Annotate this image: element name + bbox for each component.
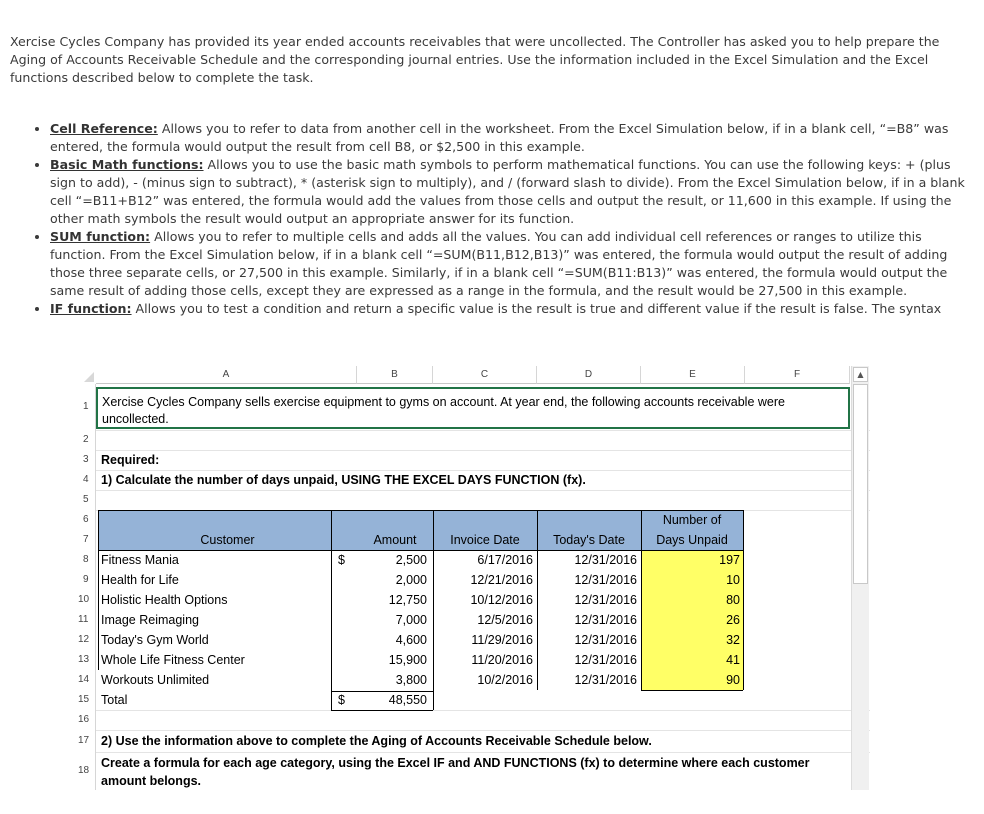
total-label[interactable]: Total xyxy=(101,693,128,707)
vertical-scrollbar[interactable] xyxy=(851,366,869,790)
list-item xyxy=(50,156,975,228)
row-header[interactable]: 1 xyxy=(72,384,96,430)
term-label: Cell Reference: xyxy=(50,121,158,136)
row-header[interactable]: 13 xyxy=(72,650,96,670)
border-line xyxy=(743,510,744,690)
currency-symbol: $ xyxy=(338,553,345,567)
function-list xyxy=(30,120,975,318)
cell-a17[interactable]: 2) Use the information above to complete the Aging of Accounts Receivable Schedule below. xyxy=(101,734,652,748)
gridline xyxy=(96,710,870,711)
term-description: Allows you to use the basic math symbols to perform mathematical functions. You can use the following keys: + (plus sign to add), - (minus sign to subtract), * (asterisk sign to multiply), and / (forward slash to divide). From the Excel Simulation below, if in a blank cell “=B11+B12” was entered, the formula would add the values from those cells and output the result, or 11,600 in this example. If using the other math symbols the result would output an appropriate answer for its function. xyxy=(50,157,965,226)
days-unpaid-cell[interactable]: 41 xyxy=(726,653,740,667)
cell-a18[interactable]: Create a formula for each age category, using the Excel IF and AND FUNCTIONS (fx) to determine where each customer amount belongs. xyxy=(101,756,810,788)
gridline xyxy=(96,430,870,431)
row-header[interactable]: 18 xyxy=(72,752,96,790)
border-line xyxy=(641,690,743,691)
row-header[interactable]: 16 xyxy=(72,710,96,730)
amount-cell[interactable]: 15,900 xyxy=(388,653,427,667)
column-header-c[interactable]: C xyxy=(433,366,537,384)
amount-cell[interactable]: 12,750 xyxy=(388,593,427,607)
row-header[interactable]: 9 xyxy=(72,570,96,590)
todays-date-cell[interactable]: 12/31/2016 xyxy=(574,613,637,627)
customer-cell[interactable]: Whole Life Fitness Center xyxy=(101,653,245,667)
column-header-a[interactable]: A xyxy=(96,366,357,384)
column-header-b[interactable]: B xyxy=(357,366,433,384)
header-customer[interactable]: Customer xyxy=(200,533,255,547)
amount-cell[interactable]: 7,000 xyxy=(395,613,427,627)
customer-cell[interactable]: Health for Life xyxy=(101,573,179,587)
header-amount[interactable]: Amount xyxy=(373,533,417,547)
header-todays-date[interactable]: Today's Date xyxy=(553,533,625,547)
row-header[interactable]: 7 xyxy=(72,530,96,550)
days-unpaid-cell[interactable]: 32 xyxy=(726,633,740,647)
column-header-e[interactable]: E xyxy=(641,366,745,384)
column-header-d[interactable]: D xyxy=(537,366,641,384)
row-header[interactable]: 4 xyxy=(72,470,96,490)
scroll-thumb[interactable] xyxy=(853,384,868,584)
term-label: SUM function: xyxy=(50,229,151,244)
invoice-date-cell[interactable]: 12/21/2016 xyxy=(470,573,533,587)
total-amount[interactable]: 48,550 xyxy=(388,693,427,707)
todays-date-cell[interactable]: 12/31/2016 xyxy=(574,553,637,567)
cell-a3[interactable]: Required: xyxy=(101,453,160,467)
customer-cell[interactable]: Holistic Health Options xyxy=(101,593,228,607)
row-header[interactable]: 11 xyxy=(72,610,96,630)
todays-date-cell[interactable]: 12/31/2016 xyxy=(574,593,637,607)
days-unpaid-cell[interactable]: 26 xyxy=(726,613,740,627)
row-header[interactable]: 8 xyxy=(72,550,96,570)
list-item xyxy=(50,228,975,300)
list-item xyxy=(50,300,975,318)
term-description: Allows you to refer to data from another cell in the worksheet. From the Excel Simulation below, if in a blank cell, “=B8” was entered, the formula would output the result from cell B8, or $2,500 in this example. xyxy=(50,121,949,154)
todays-date-cell[interactable]: 12/31/2016 xyxy=(574,633,637,647)
todays-date-cell[interactable]: 12/31/2016 xyxy=(574,653,637,667)
customer-cell[interactable]: Image Reimaging xyxy=(101,613,199,627)
term-label: IF function: xyxy=(50,301,132,316)
border-line xyxy=(331,710,433,711)
invoice-date-cell[interactable]: 6/17/2016 xyxy=(477,553,533,567)
cell-a1[interactable]: Xercise Cycles Company sells exercise equipment to gyms on account. At year end, the following accounts receivable were uncollected. xyxy=(96,387,850,429)
row-header[interactable]: 12 xyxy=(72,630,96,650)
days-unpaid-cell[interactable]: 10 xyxy=(726,573,740,587)
days-unpaid-cell[interactable]: 197 xyxy=(719,553,740,567)
todays-date-cell[interactable]: 12/31/2016 xyxy=(574,673,637,687)
amount-cell[interactable]: 4,600 xyxy=(395,633,427,647)
invoice-date-cell[interactable]: 10/12/2016 xyxy=(470,593,533,607)
header-days-line1[interactable]: Number of xyxy=(662,513,722,527)
border-line xyxy=(98,510,99,670)
todays-date-cell[interactable]: 12/31/2016 xyxy=(574,573,637,587)
customer-cell[interactable]: Workouts Unlimited xyxy=(101,673,210,687)
header-days-line2[interactable]: Days Unpaid xyxy=(656,533,728,547)
row-header[interactable]: 5 xyxy=(72,490,96,510)
invoice-date-cell[interactable]: 10/2/2016 xyxy=(477,673,533,687)
days-unpaid-cell[interactable]: 90 xyxy=(726,673,740,687)
term-label: Basic Math functions: xyxy=(50,157,204,172)
row-header[interactable]: 14 xyxy=(72,670,96,690)
invoice-date-cell[interactable]: 11/20/2016 xyxy=(471,653,533,667)
gridline xyxy=(96,490,870,491)
gridline xyxy=(96,450,870,451)
days-unpaid-cell[interactable]: 80 xyxy=(726,593,740,607)
list-item xyxy=(50,120,975,156)
row-header[interactable]: 3 xyxy=(72,450,96,470)
row-header[interactable]: 17 xyxy=(72,730,96,752)
row-header[interactable]: 2 xyxy=(72,430,96,450)
term-description: Allows you to test a condition and return a specific value is the result is true and different value if the result is false. The syntax xyxy=(131,301,942,316)
border-line xyxy=(331,510,332,710)
total-currency: $ xyxy=(338,693,345,707)
excel-simulation[interactable] xyxy=(72,366,870,790)
select-all-corner[interactable] xyxy=(72,366,96,384)
customer-cell[interactable]: Today's Gym World xyxy=(101,633,209,647)
amount-cell[interactable]: 2,500 xyxy=(395,553,427,567)
cell-a4[interactable]: 1) Calculate the number of days unpaid, USING THE EXCEL DAYS FUNCTION (fx). xyxy=(101,473,586,487)
customer-cell[interactable]: Fitness Mania xyxy=(101,553,179,567)
invoice-date-cell[interactable]: 11/29/2016 xyxy=(471,633,533,647)
border-line xyxy=(98,510,743,511)
amount-cell[interactable]: 2,000 xyxy=(395,573,427,587)
row-header[interactable]: 15 xyxy=(72,690,96,710)
row-header[interactable]: 6 xyxy=(72,510,96,530)
row-header[interactable]: 10 xyxy=(72,590,96,610)
scroll-up-icon[interactable]: ▲ xyxy=(853,367,868,382)
header-invoice-date[interactable]: Invoice Date xyxy=(450,533,520,547)
amount-cell[interactable]: 3,800 xyxy=(395,673,427,687)
invoice-date-cell[interactable]: 12/5/2016 xyxy=(477,613,533,627)
gridline xyxy=(96,752,870,753)
intro-text: Xercise Cycles Company has provided its year ended accounts receivables that were uncollected. The Controller has asked you to help prepare the Aging of Accounts Receivable Schedule and the corresponding journal entries. Use the information included in the Excel Simulation and the Excel functions described below to complete the task. xyxy=(10,34,940,85)
term-description: Allows you to refer to multiple cells and adds all the values. You can add individual cell references or ranges to utilize this function. From the Excel Simulation below, if in a blank cell “=SUM(B11,B12,B13)” was entered, the formula would output the result of adding those three separate cells, or 27,500 in this example. Similarly, if in a blank cell “=SUM(B11:B13)” was entered, the formula would output the same result of adding those cells, except they are expressed as a range in the formula, and the result would be 27,500 in this example. xyxy=(50,229,948,298)
column-header-f[interactable]: F xyxy=(745,366,850,384)
